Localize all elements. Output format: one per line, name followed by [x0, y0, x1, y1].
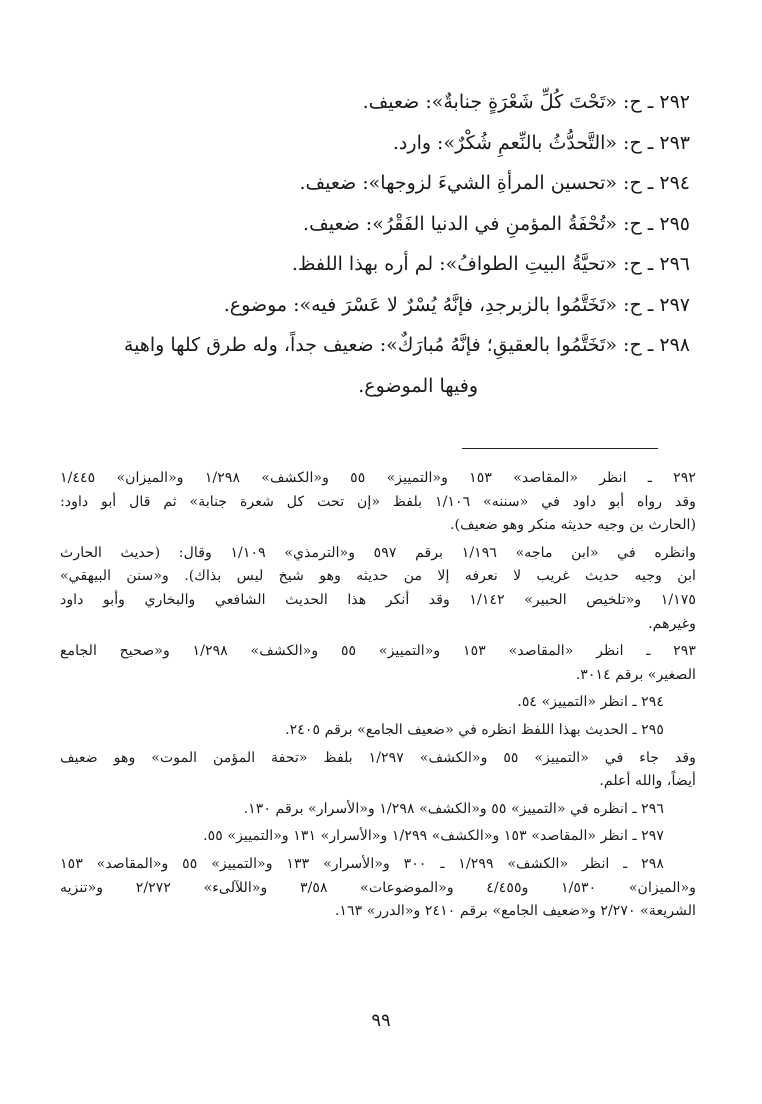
page-number: ٩٩	[371, 1010, 391, 1031]
footnote-line: وقد رواه أبو داود في «سننه» ١/١٠٦ بلفظ «إن تحت كل شعرة جنابة» ثم قال أبو داود:	[60, 493, 696, 510]
entry-295: ٢٩٥ ـ ح: «تُحْفَةُ المؤمنِ في الدنيا الفَقْرُ»: ضعيف.	[303, 212, 690, 235]
footnote-divider	[462, 448, 658, 449]
footnote-line: ٢٩٤ ـ انظر «التمييز» ٥٤.	[517, 694, 664, 711]
entry-293: ٢٩٣ ـ ح: «التَّحدُّثُ بالنِّعمِ شُكْرٌ»: وارد.	[392, 131, 690, 154]
footnote-line: ٢٩٧ ـ انظر «المقاصد» ١٥٣ و«الكشف» ١/٢٩٩ و«الأسرار» ١٣١ و«التمييز» ٥٥.	[203, 828, 664, 845]
footnote-line: الشريعة» ٢/٢٧٠ و«ضعيف الجامع» برقم ٢٤١٠ و«الدرر» ١٦٣.	[334, 903, 696, 920]
entry-297: ٢٩٧ ـ ح: «تَخَتَّمُوا بالزبرجدِ، فإنَّهُ يُسْرٌ لا عَسْرَ فيه»: موضوع.	[223, 293, 690, 316]
footnote-line: وغيرهم.	[648, 615, 696, 632]
entry-294: ٢٩٤ ـ ح: «تحسين المرأةِ الشيءَ لزوجها»: ضعيف.	[299, 172, 690, 194]
footnote-line: ٢٩٣ ـ انظر «المقاصد» ١٥٣ و«التمييز» ٥٥ و«الكشف» ١/٢٩٨ و«صحيح الجامع	[60, 643, 697, 660]
entry-298: ٢٩٨ ـ ح: «تَخَتَّمُوا بالعقيقِ؛ فإنَّهُ مُبارَكٌ»: ضعيف جداً، وله طرق كلها واهية	[123, 334, 690, 356]
footnote-line: ٢٩٨ ـ انظر «الكشف» ١/٢٩٩ ـ ٣٠٠ و«الأسرار» ١٣٣ و«التمييز» ٥٥ و«المقاصد» ١٥٣	[60, 855, 664, 872]
footnote-line: ابن وجيه حديث غريب لا نعرفه إلا من حديثه وهو شيخ ليس بذاك). و«سنن البيهقي»	[60, 568, 696, 585]
footnote-line: وقد جاء في «التمييز» ٥٥ و«الكشف» ١/٢٩٧ بلفظ «تحفة المؤمن الموت» وهو ضعيف	[60, 749, 696, 766]
footnotes	[60, 467, 696, 924]
footnote-line: و«الميزان» ١/٥٣٠ و٤/٤٥٥ و«الموضوعات» ٣/٥٨ و«اللآلىء» ٢/٢٧٢ و«تنزيه	[60, 879, 696, 896]
entry-296: ٢٩٦ ـ ح: «تحيَّةُ البيتِ الطوافُ»: لم أره بهذا اللفظ.	[291, 253, 690, 275]
footnote-line: أيضاً، والله أعلم.	[599, 773, 696, 790]
footnote-line: الصغير» برقم ٣٠١٤.	[575, 666, 696, 683]
footnote-line: ٢٩٥ ـ الحديث بهذا اللفظ انظره في «ضعيف الجامع» برقم ٢٤٠٥.	[285, 721, 664, 738]
footnote-line: ١/١٧٥ و«تلخيص الحبير» ١/١٤٢ وقد أنكر هذا الحديث الشافعي والبخاري وأبو داود	[60, 591, 696, 608]
footnote-line: وانظره في «ابن ماجه» ١/١٩٦ برقم ٥٩٧ و«الترمذي» ١/١٠٩ وقال: (حديث الحارث	[60, 544, 696, 561]
entry-298-continuation: وفيها الموضوع.	[358, 374, 478, 397]
hadith-entries	[60, 82, 690, 406]
footnote-line: ٢٩٦ ـ انظره في «التمييز» ٥٥ و«الكشف» ١/٢٩٨ و«الأسرار» برقم ١٣٠.	[243, 800, 664, 817]
footnote-line: (الحارث بن وجيه حديثه منكر وهو ضعيف).	[450, 517, 696, 534]
footnote-line: ٢٩٢ ـ انظر «المقاصد» ١٥٣ و«التمييز» ٥٥ و«الكشف» ١/٢٩٨ و«الميزان» ١/٤٤٥	[60, 470, 696, 486]
entry-292: ٢٩٢ ـ ح: «تَحْتَ كُلِّ شَعْرَةٍ جنابةٌ»: ضعيف.	[362, 91, 690, 113]
